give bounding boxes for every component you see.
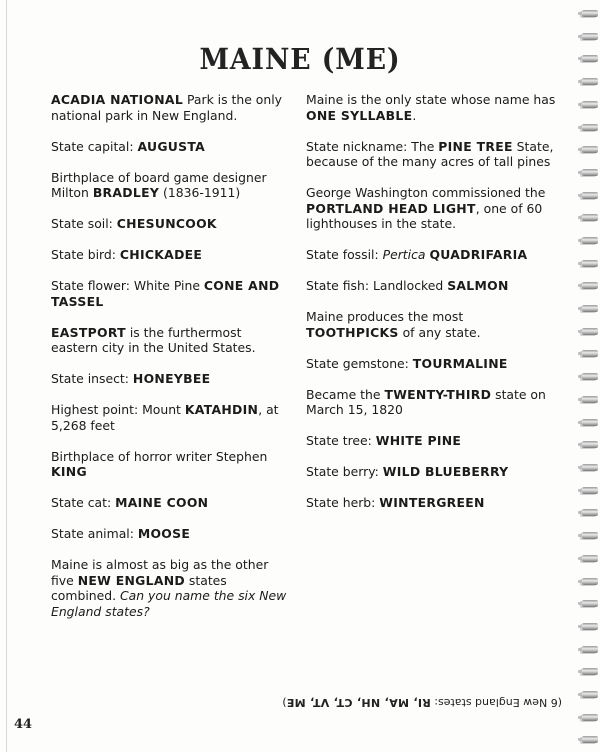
- right-column: [306, 92, 556, 526]
- binding-coil: [582, 668, 598, 675]
- binding-coil: [582, 124, 598, 131]
- binding-coil: [582, 623, 598, 630]
- fact-bird: State bird: CHICKADEE: [51, 247, 203, 262]
- binding-coil: [582, 736, 598, 743]
- binding-coil: [582, 214, 598, 221]
- fact-bradley: Birthplace of board game designer Milton BRADLEY (1836-1911): [51, 169, 267, 200]
- binding-coil: [582, 396, 598, 403]
- fact-capital: State capital: AUGUSTA: [51, 138, 206, 154]
- fact-soil: State soil: CHESUNCOOK: [51, 216, 217, 231]
- fact-king: Birthplace of horror writer Stephen KING: [51, 448, 268, 479]
- binding-coil: [582, 464, 598, 471]
- upside-down-answer-key: (6 New England states: RI, MA, NH, CT, VT, ME): [282, 696, 562, 709]
- binding-coil: [582, 78, 598, 85]
- binding-coil: [582, 55, 598, 62]
- binding-coil: [582, 146, 598, 153]
- fact-tree: State tree: WHITE PINE: [306, 433, 462, 448]
- binding-coil: [582, 305, 598, 312]
- fact-highest-point: Highest point: Mount KATAHDIN, at 5,268 feet: [51, 402, 279, 433]
- spiral-binding: [578, 0, 600, 752]
- page-edge: [6, 0, 7, 752]
- binding-coil: [582, 260, 598, 267]
- binding-coil: [582, 646, 598, 653]
- fact-berry: State berry: WILD BLUEBERRY: [306, 464, 509, 479]
- binding-coil: [582, 350, 598, 357]
- binding-coil: [582, 192, 598, 199]
- binding-coil: [582, 441, 598, 448]
- binding-coil: [582, 509, 598, 516]
- fact-herb: State herb: WINTERGREEN: [306, 495, 485, 510]
- fact-fish: State fish: Landlocked SALMON: [306, 278, 509, 293]
- fact-portland-head-light: George Washington commissioned the PORTLAND HEAD LIGHT, one of 60 lighthouses in the state.: [306, 185, 546, 231]
- binding-coil: [582, 33, 598, 40]
- fact-statehood: Became the TWENTY-THIRD state on March 15, 1820: [306, 386, 546, 417]
- fact-fossil: State fossil: Pertica QUADRIFARIA: [306, 247, 528, 262]
- fact-nickname: State nickname: The PINE TREE State, because of the many acres of tall pines: [306, 138, 554, 169]
- binding-coil: [582, 600, 598, 607]
- fact-flower: State flower: White Pine CONE AND TASSEL: [51, 278, 280, 309]
- binding-coil: [582, 555, 598, 562]
- fact-animal: State animal: MOOSE: [51, 526, 191, 541]
- fact-insect: State insect: HONEYBEE: [51, 371, 211, 386]
- page-title: MAINE (ME): [199, 42, 401, 76]
- binding-coil: [582, 487, 598, 494]
- binding-coil: [582, 691, 598, 698]
- fact-gemstone: State gemstone: TOURMALINE: [306, 355, 508, 371]
- binding-coil: [582, 10, 598, 17]
- page-number: 44: [14, 717, 33, 732]
- binding-coil: [582, 101, 598, 108]
- binding-coil: [582, 237, 598, 244]
- binding-coil: [582, 714, 598, 721]
- left-column: [51, 92, 287, 635]
- binding-coil: [582, 169, 598, 176]
- fact-cat: State cat: MAINE COON: [51, 495, 209, 510]
- binding-coil: [582, 328, 598, 335]
- fact-eastport: EASTPORT is the furthermost eastern city in the United States.: [51, 324, 256, 355]
- binding-coil: [582, 282, 598, 289]
- binding-coil: [582, 419, 598, 426]
- binding-coil: [582, 373, 598, 380]
- fact-toothpicks: Maine produces the most TOOTHPICKS of any state.: [306, 309, 481, 340]
- binding-coil: [582, 578, 598, 585]
- binding-coil: [582, 532, 598, 539]
- fact-acadia: ACADIA NATIONAL Park is the only national park in New England.: [51, 92, 283, 123]
- fact-new-england: Maine is almost as big as the other five NEW ENGLAND states combined. Can you name the six New England states?: [51, 557, 287, 619]
- fact-one-syllable: Maine is the only state whose name has ONE SYLLABLE.: [306, 92, 556, 123]
